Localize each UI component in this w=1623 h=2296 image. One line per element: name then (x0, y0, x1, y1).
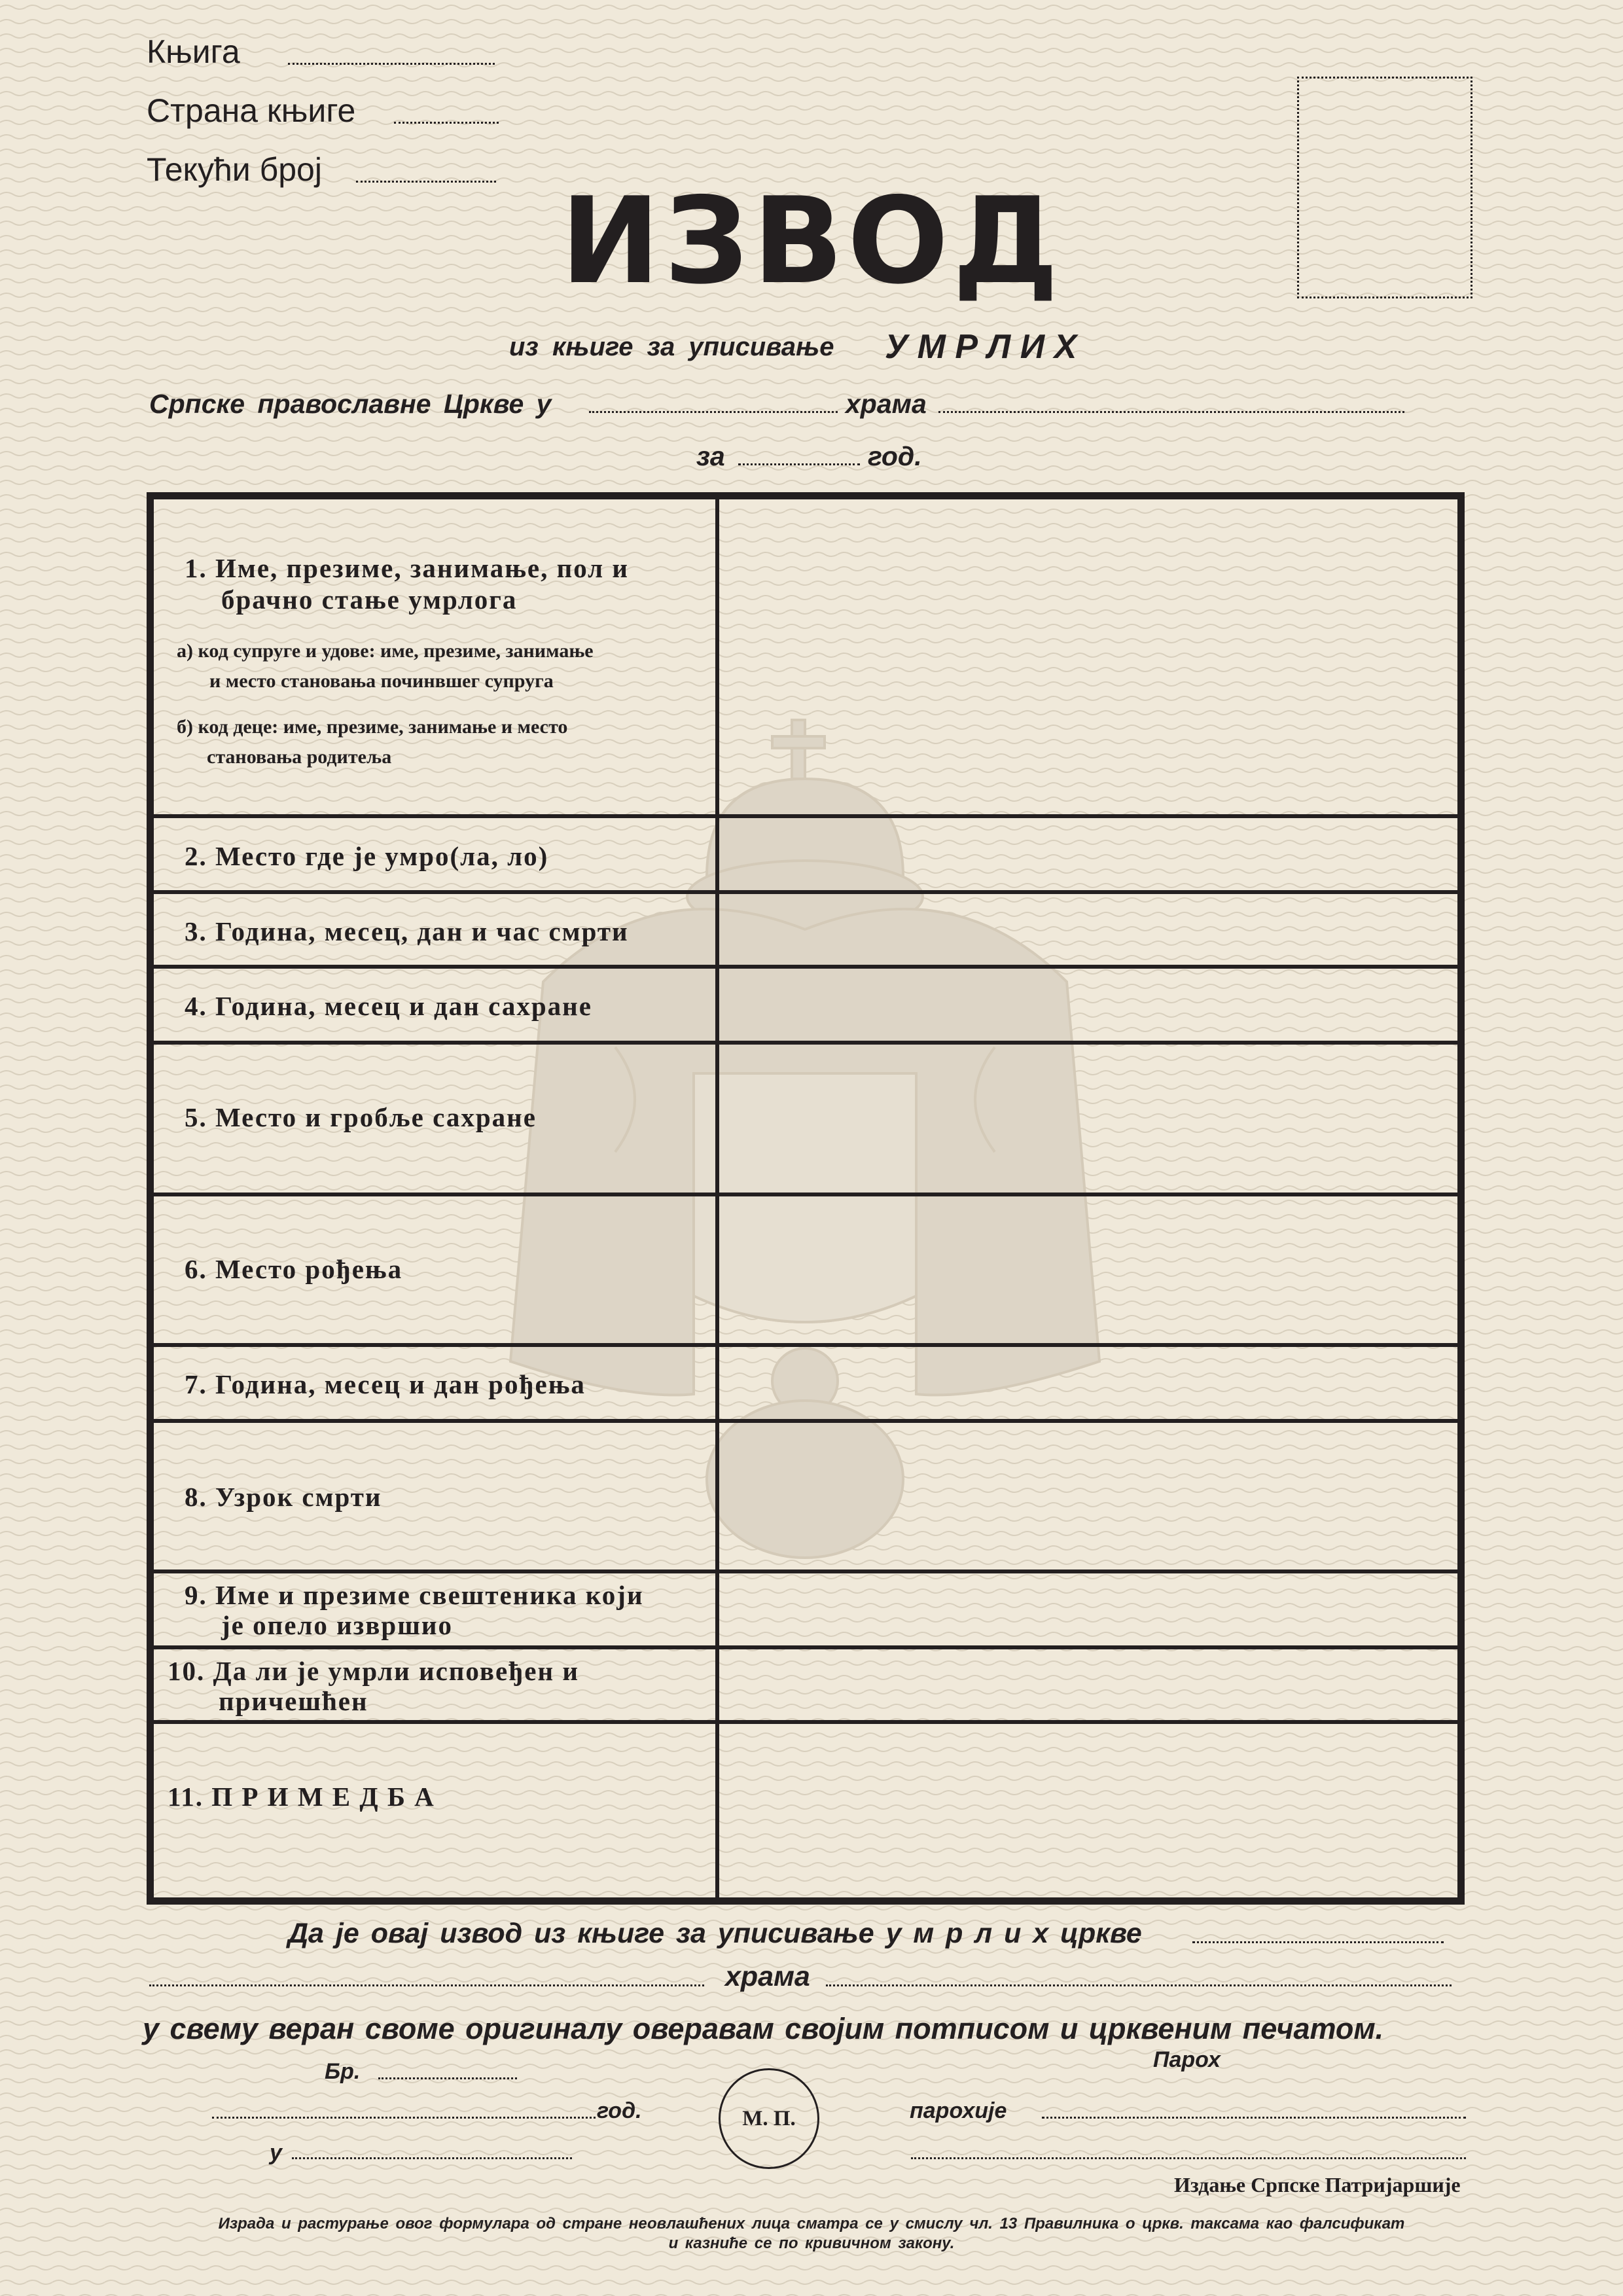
book-page-label: Страна књиге (147, 92, 356, 129)
priest-label: Парох (1153, 2047, 1221, 2072)
date-field[interactable] (212, 2117, 596, 2119)
certification-temple-field[interactable] (826, 1984, 1452, 1986)
row-1-value-field[interactable] (719, 499, 1457, 814)
row-1-sub-b: б) код деце: име, презиме, занимање и место (177, 716, 568, 738)
row-10-value-field[interactable] (719, 1649, 1457, 1720)
row-5-value-field[interactable] (719, 1045, 1457, 1193)
book-label: Књига (147, 33, 240, 70)
parish-field[interactable] (1042, 2117, 1466, 2119)
subtitle-prefix: из књиге за уписивање (509, 332, 834, 361)
certification-line-1: Да је овај извод из књиге за уписивање у м р л и х цркве (288, 1918, 1142, 1949)
document-title: ИЗВОД (560, 171, 1063, 310)
row-1-label-cont: брачно стање умрлога (221, 584, 518, 615)
row-7-value-field[interactable] (719, 1347, 1457, 1419)
year-field[interactable] (738, 463, 860, 465)
stamp-label: М. П. (742, 2106, 796, 2130)
place-field[interactable] (292, 2157, 572, 2159)
church-place-field[interactable] (589, 411, 838, 413)
row-3-label: 3. Година, месец, дан и час смрти (185, 916, 629, 946)
temple-field[interactable] (938, 411, 1404, 413)
row-6-label: 6. Место рођења (185, 1254, 403, 1284)
certification-line-3: у свему веран своме оригиналу оверавам својим потписом и црквеним печатом. (143, 2012, 1384, 2045)
row-9-value-field[interactable] (719, 1573, 1457, 1645)
legal-warning-2: и казниће се по кривичном закону. (668, 2234, 955, 2252)
stamp-area (719, 2068, 819, 2169)
place-label: у (270, 2140, 282, 2165)
register-name: У М Р Л И Х (885, 328, 1077, 366)
row-1-label: 1. Име, презиме, занимање, пол и (185, 553, 630, 583)
row-2-value-field[interactable] (719, 818, 1457, 890)
row-9-label: 9. Име и презиме свештеника који (185, 1580, 644, 1610)
book-page-field[interactable] (394, 122, 499, 124)
row-3-value-field[interactable] (719, 894, 1457, 965)
certification-place-field[interactable] (149, 1984, 704, 1986)
row-11-value-field[interactable] (719, 1724, 1457, 1897)
row-7-label: 7. Година, месец и дан рођења (185, 1369, 586, 1399)
number-label: Бр. (325, 2059, 361, 2084)
publisher: Издање Српске Патријаршије (1174, 2173, 1461, 2197)
priest-signature-field[interactable] (911, 2157, 1466, 2159)
year-label: год. (868, 441, 922, 471)
row-1-sub-a: а) код супруге и удове: име, презиме, занимање (177, 640, 594, 662)
row-4-label: 4. Година, месец и дан сахране (185, 991, 592, 1021)
number-field[interactable] (378, 2077, 517, 2079)
row-9-label-cont: је опело извршио (221, 1610, 453, 1640)
legal-warning-1: Израда и растурање овог формулара од стране неовлашћених лица сматра се у смислу чл. 13 Правилника о цркв. таксама као фалсификат (218, 2215, 1405, 2233)
row-6-value-field[interactable] (719, 1196, 1457, 1343)
row-5-label: 5. Место и гробље сахране (185, 1102, 537, 1132)
row-8-value-field[interactable] (719, 1423, 1457, 1570)
church-label: Српске православне Цркве у (149, 389, 552, 419)
row-10-label-cont: причешћен (219, 1686, 368, 1716)
certification-church-field[interactable] (1192, 1941, 1444, 1943)
parish-label: парохије (910, 2098, 1007, 2123)
certification-temple-label: храма (725, 1961, 810, 1992)
temple-label: храма (846, 389, 927, 419)
row-8-label: 8. Узрок смрти (185, 1482, 382, 1512)
row-4-value-field[interactable] (719, 969, 1457, 1041)
row-11-label: 11. П Р И М Е Д Б А (168, 1782, 435, 1812)
book-field[interactable] (288, 63, 495, 65)
row-1-sub-a-cont: и место становања починвшег супруга (209, 670, 554, 692)
running-number-label: Текући број (147, 151, 322, 188)
row-10-label: 10. Да ли је умрли исповеђен и (168, 1656, 579, 1686)
row-1-sub-b-cont: становања родитеља (207, 746, 392, 768)
date-year-label: год. (597, 2098, 642, 2123)
row-2-label: 2. Место где је умро(ла, ло) (185, 841, 549, 871)
for-label: за (696, 441, 725, 471)
